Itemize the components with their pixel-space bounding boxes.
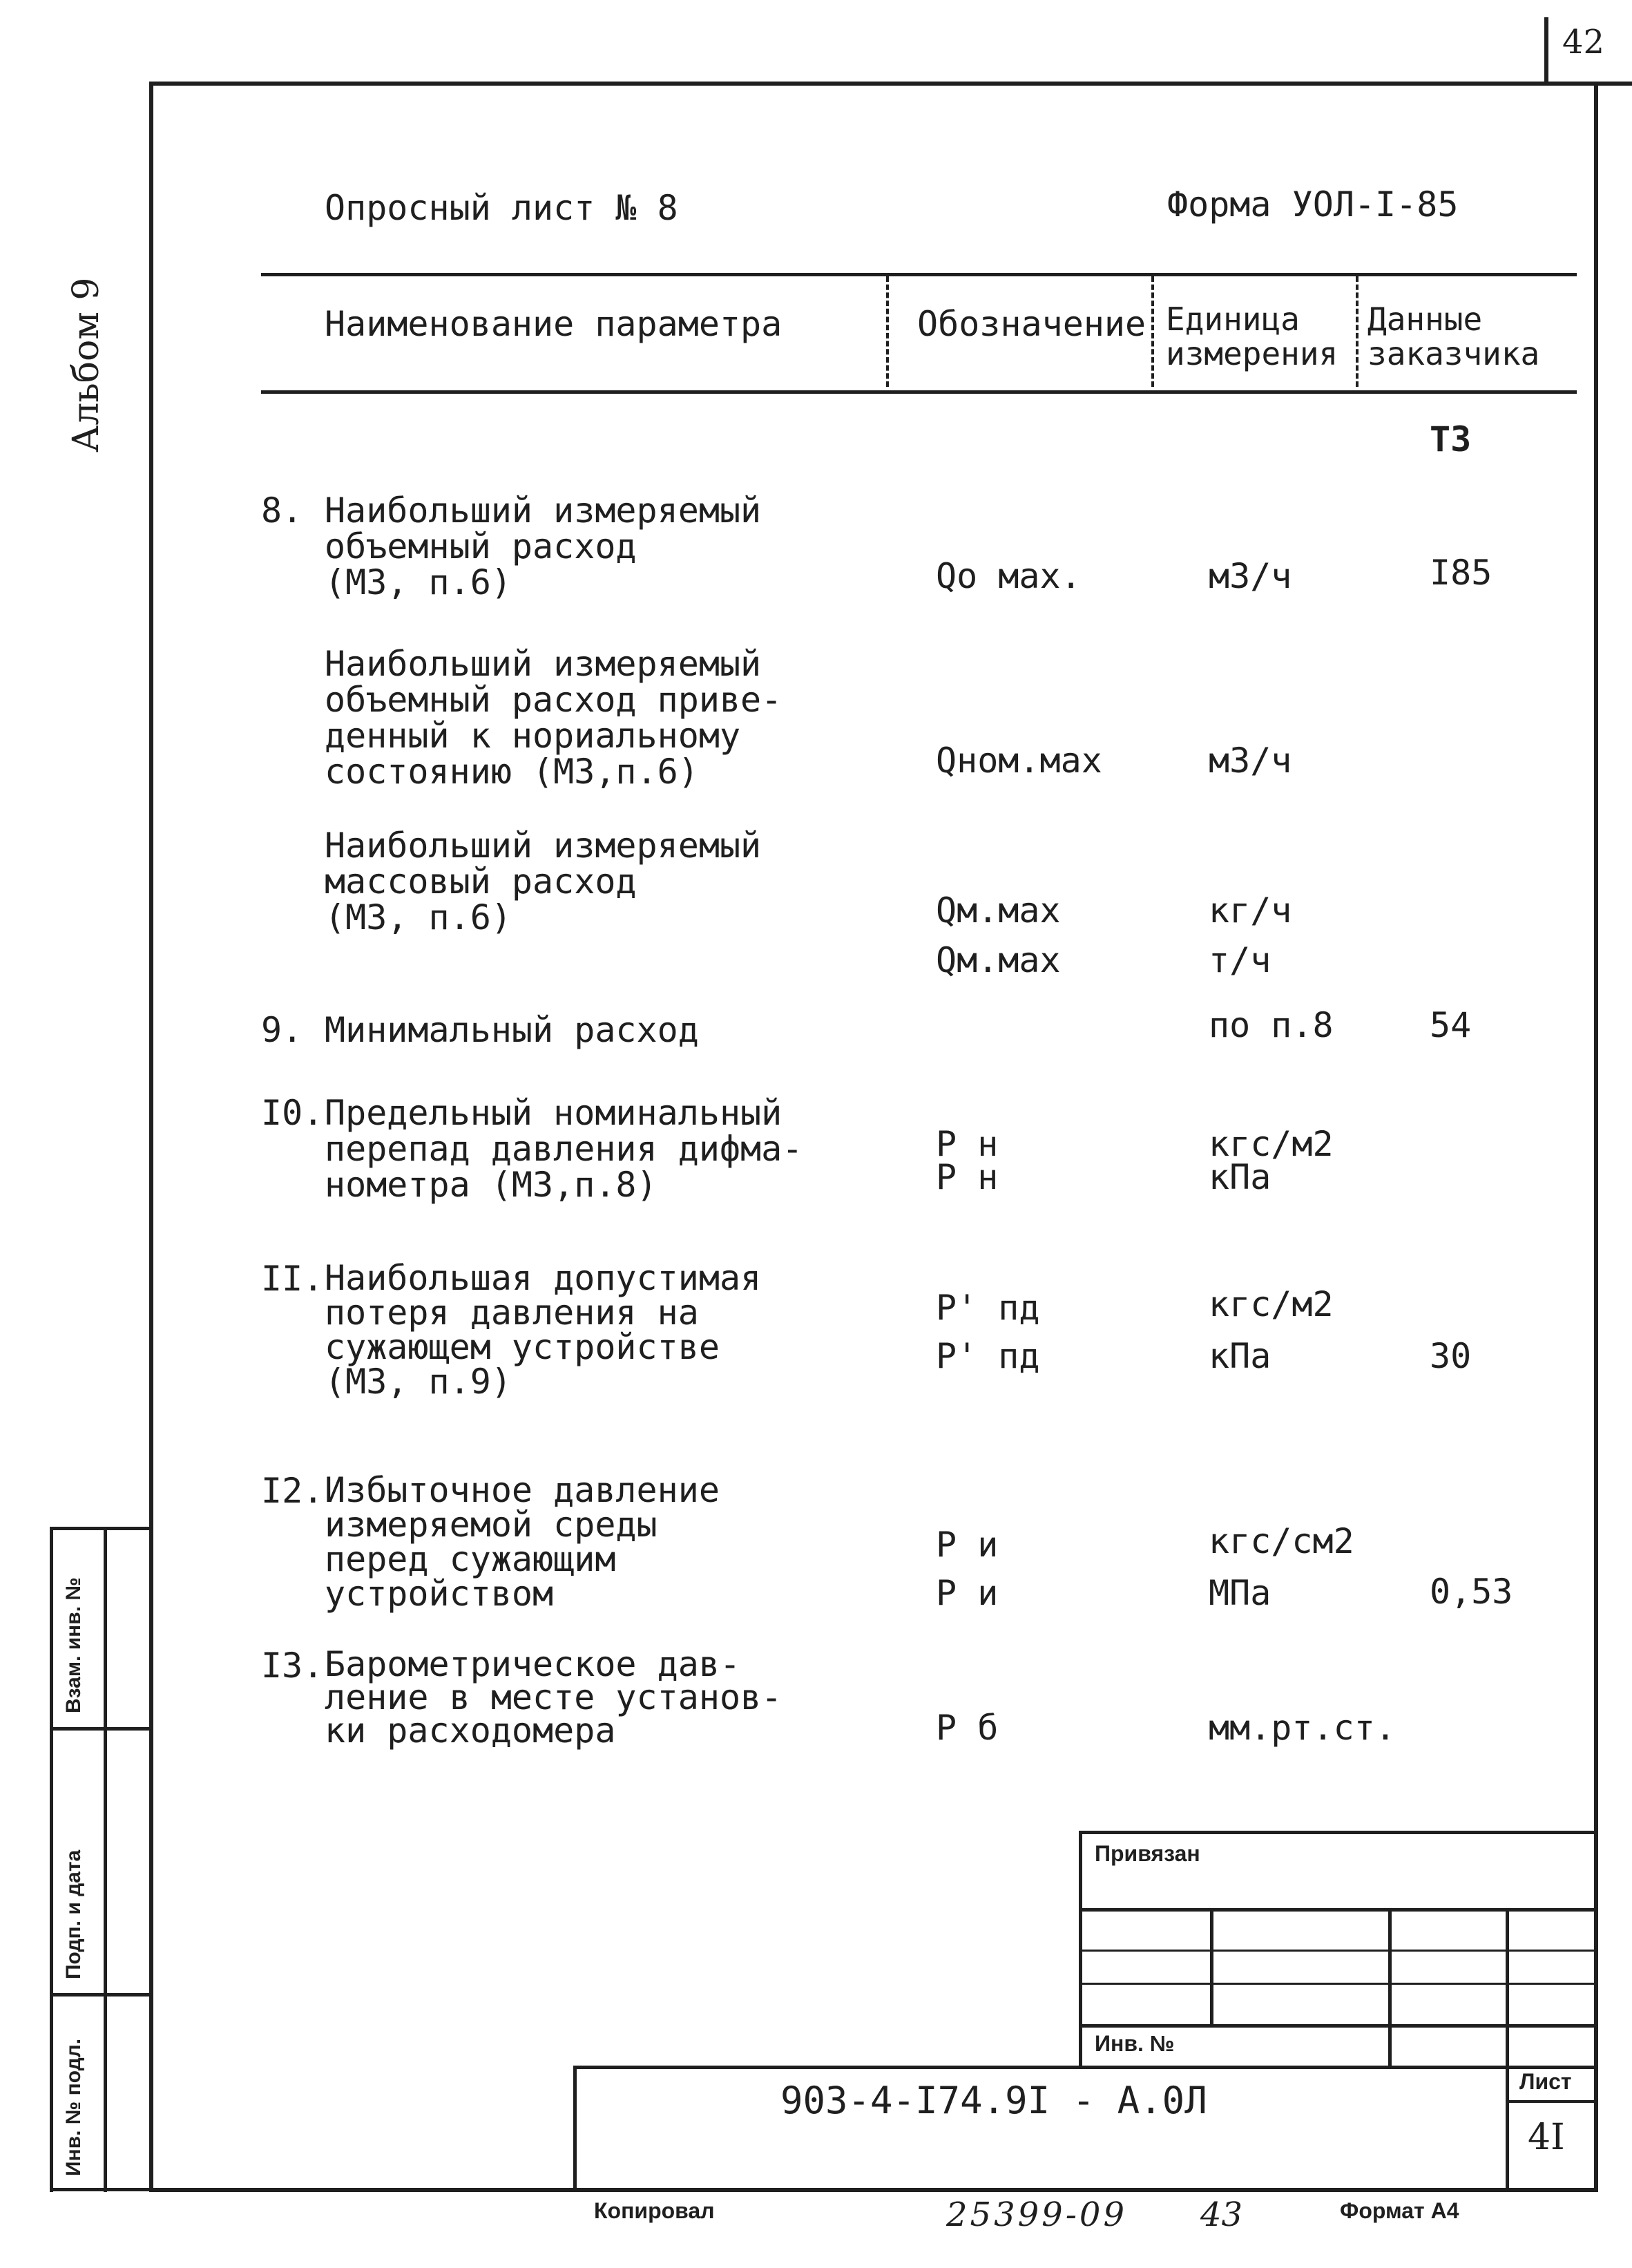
margin-inv-label: Инв. № подл. <box>62 2038 85 2176</box>
margin-bottom <box>50 2188 153 2191</box>
row-8b-name: Наибольший измеряемый объемный расход приве- денный к нориальному состоянию (МЗ,п.6) <box>325 644 783 792</box>
margin-div-2 <box>50 1993 153 1997</box>
row-8-num: 8. <box>261 490 303 531</box>
row-11-unit2: кПа <box>1209 1336 1271 1376</box>
row-8b-unit: м3/ч <box>1209 741 1292 781</box>
col-divider-3 <box>1356 276 1361 387</box>
row-8c-unit: кг/ч <box>1209 890 1292 931</box>
code-block-top <box>573 2066 1594 2069</box>
stamp-col-1 <box>1210 1908 1213 2024</box>
frame-left <box>149 82 153 2192</box>
row-10-name: Предельный номинальный перепад давления дифма- нометра (МЗ,п.8) <box>325 1093 803 1205</box>
row-11-num: II. <box>261 1259 324 1299</box>
col-divider-1 <box>886 276 892 387</box>
margin-podp-label: Подп. и дата <box>62 1849 85 1979</box>
footer-handwritten-code: 25399-09 <box>946 2195 1127 2234</box>
data-note: ТЗ <box>1430 419 1472 459</box>
sheet-label: Лист <box>1519 2069 1572 2094</box>
sheet-divider <box>1506 2100 1594 2103</box>
row-12-symbol: Р и <box>936 1525 999 1565</box>
col-divider-2 <box>1151 276 1157 387</box>
row-12-value: 0,53 <box>1430 1572 1513 1612</box>
stamp-row-3 <box>1079 1983 1594 1985</box>
col-unit-header: Единица измерения <box>1166 301 1338 372</box>
margin-vzam-label: Взам. инв. № <box>62 1577 85 1713</box>
row-10-unit: кгс/м2 кПа <box>1209 1124 1334 1197</box>
col-name-header: Наименование параметра <box>325 304 783 344</box>
stamp-left <box>1079 1831 1082 2067</box>
row-8b-symbol: Qном.мах <box>936 741 1102 781</box>
stamp-col-2 <box>1388 1908 1392 2066</box>
row-12-unit: кгс/см2 <box>1209 1521 1354 1561</box>
row-12-name: Избыточное давление измеряемой среды перед сужающим устройством <box>325 1470 720 1614</box>
row-9-unit: по п.8 <box>1209 1005 1334 1045</box>
corner-divider <box>1544 17 1548 85</box>
footer-copied: Копировал <box>594 2198 715 2223</box>
row-11-symbol2: Р' пд <box>936 1336 1040 1376</box>
row-12-symbol2: Р и <box>936 1573 999 1613</box>
album-label: Альбом 9 <box>66 277 107 452</box>
row-12-unit2: МПа <box>1209 1573 1271 1613</box>
row-8-symbol: Qо мах. <box>936 556 1082 596</box>
stamp-row-2 <box>1079 1950 1594 1952</box>
row-8c-symbol2: Qм.мах <box>936 940 1061 980</box>
stamp-privyazan: Привязан <box>1095 1841 1200 1866</box>
stamp-top <box>1079 1831 1594 1834</box>
code-block-left <box>573 2066 577 2190</box>
page-number: 42 <box>1562 23 1605 61</box>
row-8-name: Наибольший измеряемый объемный расход (МЗ, п.6) <box>325 490 762 602</box>
stamp-row-1 <box>1079 1908 1594 1912</box>
frame-bottom <box>149 2188 1598 2192</box>
margin-mid-line <box>104 1527 107 2192</box>
margin-div-1 <box>50 1727 153 1731</box>
row-9-value: 54 <box>1430 1005 1472 1045</box>
row-12-num: I2. <box>261 1471 324 1511</box>
form-code: Форма УОЛ-I-85 <box>1167 184 1459 225</box>
stamp-col-3 <box>1506 1908 1509 2191</box>
sheet-number: 4I <box>1528 2117 1565 2158</box>
questionnaire-title: Опросный лист № 8 <box>325 188 678 228</box>
doc-code: 903-4-I74.9I - А.0Л <box>780 2079 1207 2122</box>
row-8c-symbol: Qм.мах <box>936 890 1061 931</box>
footer-format: Формат А4 <box>1340 2198 1459 2223</box>
row-10-symbol: Р н Р н <box>936 1124 999 1197</box>
row-8-unit: м3/ч <box>1209 556 1292 596</box>
stamp-row-4 <box>1079 2024 1594 2028</box>
row-13-unit: мм.рт.ст. <box>1209 1708 1396 1748</box>
frame-top <box>153 82 1632 86</box>
row-8c-unit2: т/ч <box>1209 940 1271 980</box>
row-8c-name: Наибольший измеряемый массовый расход (МЗ, п.6) <box>325 826 762 937</box>
footer-handwritten-num: 43 <box>1200 2195 1243 2234</box>
table-header-top <box>261 273 1577 276</box>
stamp-inv-no: Инв. № <box>1095 2031 1175 2056</box>
frame-right <box>1594 82 1598 2192</box>
row-11-value: 30 <box>1430 1336 1472 1376</box>
table-header-bottom <box>261 390 1577 394</box>
row-9-num: 9. <box>261 1010 303 1050</box>
row-8-value: I85 <box>1430 553 1492 593</box>
margin-left-line <box>50 1527 53 2192</box>
row-10-num: I0. <box>261 1093 324 1133</box>
row-11-symbol: Р' пд <box>936 1288 1040 1328</box>
col-symbol-header: Обозначение <box>917 304 1146 344</box>
row-11-unit: кгс/м2 <box>1209 1284 1334 1324</box>
row-11-name: Наибольшая допустимая потеря давления на сужающем устройстве (МЗ, п.9) <box>325 1258 762 1402</box>
col-data-header: Данные заказчика <box>1367 301 1540 372</box>
row-13-num: I3. <box>261 1646 324 1686</box>
row-13-name: Барометрическое дав- ление в месте установ- ки расходомера <box>325 1644 783 1751</box>
margin-top <box>50 1527 153 1530</box>
row-13-symbol: Р б <box>936 1708 999 1748</box>
row-9-name: Минимальный расход <box>325 1010 699 1050</box>
